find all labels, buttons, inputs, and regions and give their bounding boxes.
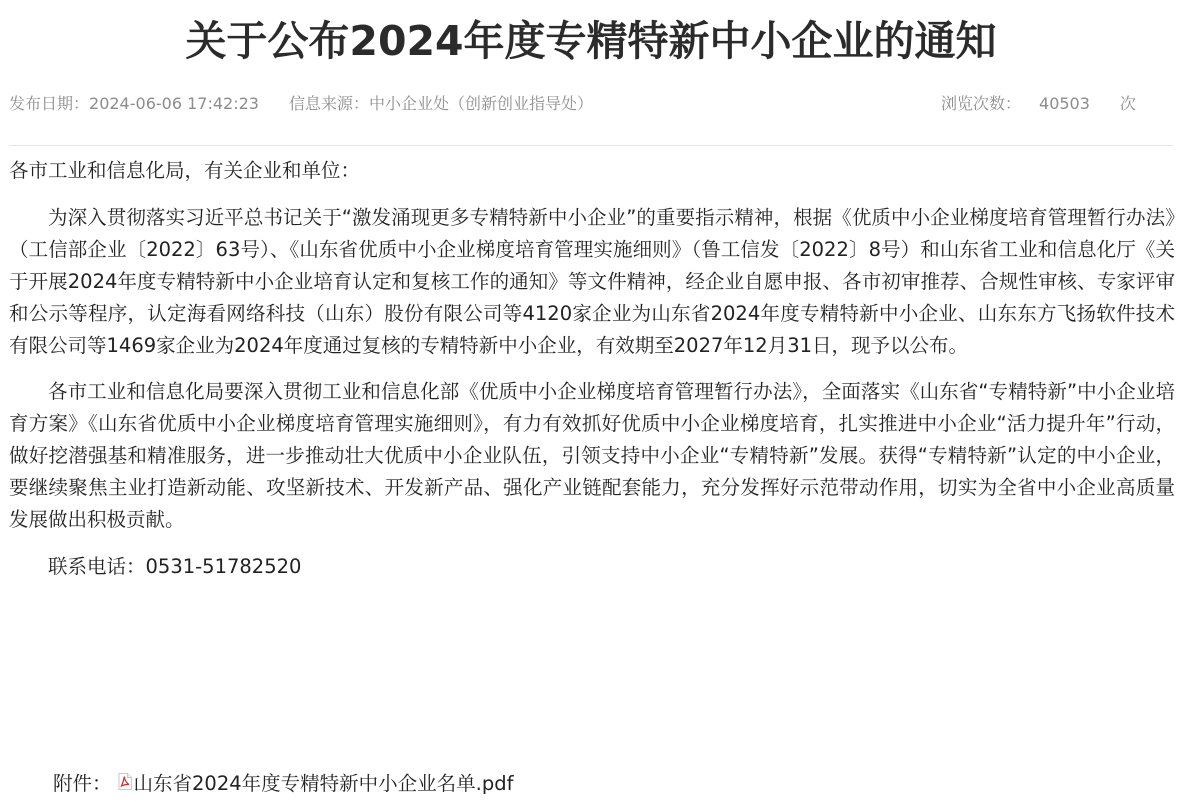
meta-left xyxy=(9,90,593,118)
view-count-value: 40503 xyxy=(1039,94,1090,113)
meta-divider xyxy=(9,145,1173,146)
source-value: 中小企业处（创新创业指导处） xyxy=(368,94,593,113)
contact-phone: 联系电话：0531-51782520 xyxy=(48,554,302,578)
attachment-link[interactable]: 山东省2024年度专精特新中小企业名单.pdf xyxy=(133,772,514,795)
publish-date-value: 2024-06-06 17:42:23 xyxy=(89,94,259,113)
source-label: 信息来源： xyxy=(288,94,369,113)
article-body xyxy=(9,155,1175,597)
view-count xyxy=(941,90,1136,118)
body-paragraph-1: 为深入贯彻落实习近平总书记关于“激发涌现更多专精特新中小企业”的重要指示精神，根据《优质中小企业梯度培育管理暂行办法》（工信部企业〔2022〕63号）、《山东省优质中小企业梯度培育管理实施细则》（鲁工信发〔2022〕8号）和山东省工业和信息化厅《关于开展2024年度专精特新中小企业培育认定和复核工作的通知》等文件精神，经企业自愿申报、各市初审推荐、合规性审核、专家评审和公示等程序，认定海看网络科技（山东）股份有限公司等4120家企业为山东省2024年度专精特新中小企业、山东东方飞扬软件技术有限公司等1469家企业为2024年度通过复核的专精特新中小企业，有效期至2027年12月31日，现予以公布。 xyxy=(9,205,1175,357)
attachment-row xyxy=(53,768,513,800)
pdf-file-icon xyxy=(118,768,132,785)
attachment-label: 附件： xyxy=(53,772,112,795)
article-title: 关于公布2024年度专精特新中小企业的通知 xyxy=(185,17,997,65)
article-meta xyxy=(9,90,1173,118)
publish-date-label: 发布日期： xyxy=(9,94,90,113)
view-count-unit: 次 xyxy=(1119,94,1136,113)
view-count-label: 浏览次数： xyxy=(941,94,1022,113)
body-paragraph-2: 各市工业和信息化局要深入贯彻工业和信息化部《优质中小企业梯度培育管理暂行办法》，全面落实《山东省“专精特新”中小企业培育方案》《山东省优质中小企业梯度培育管理实施细则》，有力有效抓好优质中小企业梯度培育，扎实推进中小企业“活力提升年”行动，做好挖潜强基和精准服务，进一步推动壮大优质中小企业队伍，引领支持中小企业“专精特新”发展。获得“专精特新”认定的中小企业，要继续聚焦主业打造新动能、攻坚新技术、开发新产品、强化产业链配套能力，充分发挥好示范带动作用，切实为全省中小企业高质量发展做出积极贡献。 xyxy=(9,380,1175,531)
salutation: 各市工业和信息化局，有关企业和单位： xyxy=(9,159,361,182)
